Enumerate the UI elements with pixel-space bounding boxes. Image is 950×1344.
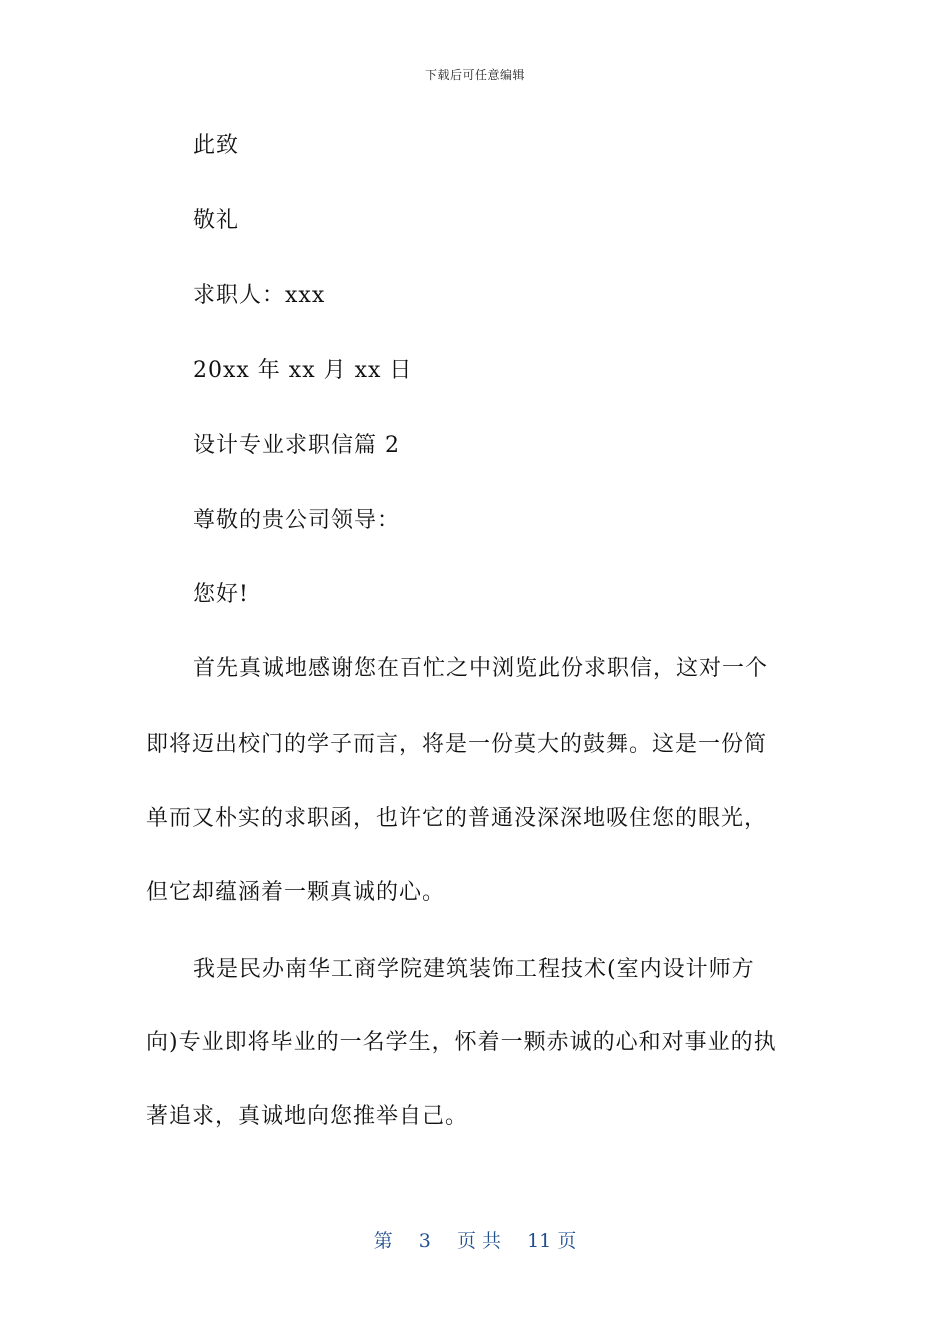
page-header: 下载后可任意编辑 (424, 68, 525, 82)
paragraph-1-line-3: 单而又朴实的求职函，也许它的普通没深深地吸住您的眼光， (146, 806, 768, 831)
footer-suffix: 页 (557, 1230, 577, 1252)
footer-prefix: 第 (373, 1230, 393, 1252)
paragraph-1-line-2: 即将迈出校门的学子而言，将是一份莫大的鼓舞。这是一份简 (146, 732, 768, 757)
footer-current-page: 3 (418, 1230, 431, 1252)
closing-line-2: 敬礼 (193, 208, 240, 233)
paragraph-2-line-2: 向)专业即将毕业的一名学生，怀着一颗赤诚的心和对事业的执 (146, 1030, 777, 1055)
paragraph-2-line-1: 我是民办南华工商学院建筑装饰工程技术(室内设计师方 (193, 957, 755, 982)
paragraph-1-line-4: 但它却蕴涵着一颗真诚的心。 (146, 880, 446, 905)
closing-line-1: 此致 (193, 133, 240, 158)
section-title: 设计专业求职信篇 2 (193, 433, 400, 458)
paragraph-1-line-1: 首先真诚地感谢您在百忙之中浏览此份求职信，这对一个 (193, 656, 769, 681)
date-line: 20xx 年 xx 月 xx 日 (193, 358, 413, 383)
footer-total-pages: 11 (527, 1230, 552, 1252)
page-footer (0, 1226, 950, 1253)
salutation-line: 您好! (193, 582, 249, 607)
greeting-line: 尊敬的贵公司领导： (193, 508, 401, 533)
footer-middle: 页 共 (456, 1230, 501, 1252)
paragraph-2-line-3: 著追求，真诚地向您推举自己。 (146, 1104, 469, 1129)
signature-line: 求职人：xxx (193, 283, 326, 308)
